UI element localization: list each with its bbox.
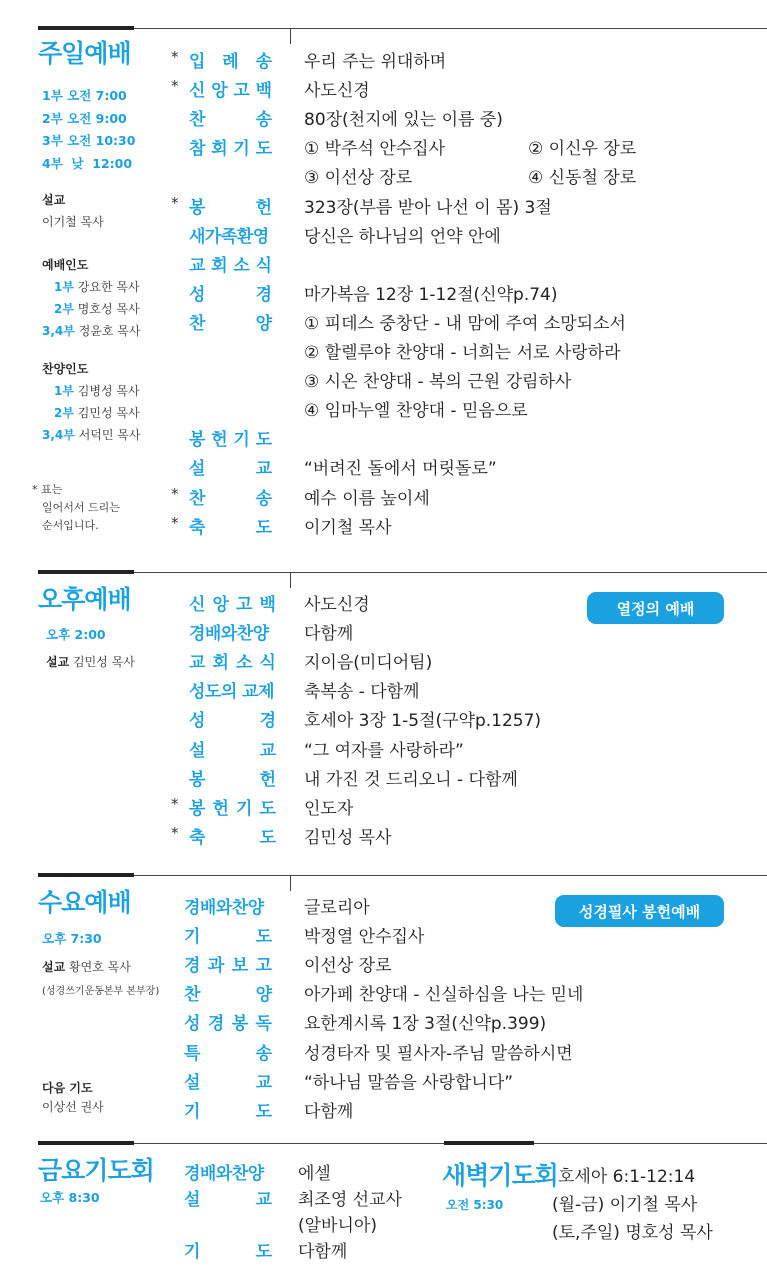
sunday-value: ④ 임마누엘 찬양대 - 믿음으로 [304, 401, 528, 422]
afternoon-value: 호세아 3장 1-5절(구약p.1257) [304, 711, 542, 732]
afternoon-label: 신 앙 고 백 [189, 595, 276, 615]
sunday-value: 사도신경 [304, 81, 370, 102]
sunday-star-mark: * [171, 193, 179, 212]
sunday-star-mark: * [171, 484, 179, 503]
wednesday-title: 수요예배 [38, 888, 131, 917]
wednesday-label: 기 도 [184, 1101, 272, 1122]
wednesday-value: 이선상 장로 [304, 956, 392, 977]
wednesday-next-heading: 다음 기도 [42, 1081, 93, 1095]
sunday-star-mark: * [171, 513, 179, 532]
sunday-value: ③ 시온 찬양대 - 복의 근원 강림하사 [304, 372, 572, 393]
wednesday-label: 설 교 [184, 1072, 272, 1093]
sunday-value: “버려진 돌에서 머릿돌로” [304, 459, 497, 480]
afternoon-value: 다함께 [304, 624, 354, 645]
sunday-praise-2: 2부 김민성 목사 [54, 406, 140, 420]
section-rule [134, 572, 767, 573]
sunday-label: 찬 송 [189, 110, 272, 131]
section-rule-thick [38, 26, 134, 30]
sunday-value: 323장(부름 받아 나선 이 몸) 3절 [304, 197, 552, 218]
wednesday-value: 성경타자 및 필사자-주님 말씀하시면 [304, 1043, 573, 1064]
wednesday-value: 다함께 [304, 1101, 354, 1122]
wednesday-sermon: 설교 황연호 목사 [42, 960, 131, 974]
sunday-leaders-heading: 예배인도 [42, 258, 89, 272]
sunday-time-3: 3부 오전 10:30 [42, 133, 136, 148]
wednesday-value: 박정열 안수집사 [304, 927, 425, 948]
wednesday-value: 아가페 찬양대 - 신실하심을 나는 믿네 [304, 985, 584, 1006]
column-tick [290, 875, 291, 891]
wednesday-label: 경 과 보 고 [184, 956, 272, 977]
sunday-note-1: * 표는 [32, 483, 63, 496]
sunday-note-2: 일어서서 드리는 [42, 501, 120, 514]
wednesday-time: 오후 7:30 [42, 931, 102, 946]
sunday-value-secondary: ④ 신동철 장로 [528, 168, 637, 189]
friday-title: 금요기도회 [38, 1156, 154, 1185]
wednesday-label: 특 송 [184, 1043, 272, 1064]
dawn-title: 새벽기도회 [442, 1161, 558, 1190]
sunday-label: 찬 송 [189, 488, 272, 509]
sunday-value: ① 박주석 안수집사 [304, 139, 446, 160]
sunday-leader-2: 2부 명호성 목사 [54, 302, 140, 316]
afternoon-value: “그 여자를 사랑하라” [304, 740, 464, 761]
sunday-title: 주일예배 [38, 39, 131, 68]
sunday-value: 우리 주는 위대하며 [304, 52, 447, 72]
sunday-label: 교 회 소 식 [189, 255, 272, 276]
section-rule-thick [38, 1141, 134, 1145]
sunday-value: 이기철 목사 [304, 517, 392, 538]
afternoon-value: 내 가진 것 드리오니 - 다함께 [304, 769, 518, 790]
wednesday-value: 요한계시록 1장 3절(신약p.399) [304, 1014, 547, 1035]
sunday-label: 성 경 [189, 284, 272, 305]
sunday-value: 예수 이름 높이세 [304, 488, 430, 509]
friday-value-3: (알바니아) [298, 1216, 377, 1236]
afternoon-time: 오후 2:00 [46, 627, 106, 642]
sunday-star-mark: * [171, 48, 179, 66]
sunday-leader-1: 1부 강요한 목사 [54, 280, 140, 294]
sunday-praise-heading: 찬양인도 [42, 362, 89, 376]
sunday-label: 참 회 기 도 [189, 139, 272, 160]
afternoon-label: 교 회 소 식 [189, 653, 276, 674]
wednesday-label: 성 경 봉 독 [184, 1014, 272, 1035]
section-rule [134, 1143, 444, 1144]
sunday-time-1: 1부 오전 7:00 [42, 88, 127, 103]
afternoon-star-mark: * [171, 794, 179, 813]
section-rule-thick [38, 873, 134, 877]
sunday-value: ③ 이선상 장로 [304, 168, 413, 189]
afternoon-value: 축복송 - 다함께 [304, 682, 420, 703]
afternoon-label: 경배와찬양 [189, 624, 269, 645]
wednesday-label: 찬 양 [184, 985, 272, 1006]
friday-label-1: 경배와찬양 [184, 1164, 264, 1184]
afternoon-label: 축 도 [189, 827, 276, 848]
sunday-label: 설 교 [189, 459, 272, 480]
sunday-value: 당신은 하나님의 언약 안에 [304, 226, 501, 247]
afternoon-label: 봉 헌 기 도 [189, 798, 276, 819]
dawn-line-1: 호세아 6:1-12:14 [558, 1167, 696, 1187]
friday-label-4: 기 도 [184, 1242, 272, 1262]
sunday-value: ② 할렐루야 찬양대 - 너희는 서로 사랑하라 [304, 343, 621, 363]
sunday-leader-3: 3,4부 정윤호 목사 [42, 324, 141, 338]
section-rule [134, 28, 767, 29]
afternoon-value: 지이음(미디어팀) [304, 653, 433, 674]
afternoon-star-mark: * [171, 823, 179, 842]
afternoon-label: 성도의 교제 [189, 682, 275, 703]
afternoon-title: 오후예배 [38, 585, 131, 614]
afternoon-value: 사도신경 [304, 595, 370, 615]
sunday-time-2: 2부 오전 9:00 [42, 111, 127, 126]
sunday-praise-1: 1부 김병성 목사 [54, 384, 140, 398]
sunday-label: 신 앙 고 백 [189, 81, 272, 102]
sunday-value: 마가복음 12장 1-12절(신약p.74) [304, 284, 558, 305]
wednesday-badge: 성경필사 봉헌예배 [555, 895, 724, 927]
friday-value-1: 에셀 [298, 1164, 331, 1184]
sunday-sermon-heading: 설교 [42, 193, 66, 207]
afternoon-label: 봉 헌 [189, 769, 276, 790]
section-rule-thick [38, 570, 134, 574]
dawn-time: 오전 5:30 [446, 1198, 504, 1212]
sunday-star-mark: * [171, 77, 179, 96]
afternoon-label: 성 경 [189, 711, 276, 732]
section-rule [534, 1143, 767, 1144]
wednesday-next-name: 이상선 권사 [42, 1100, 104, 1114]
friday-time: 오후 8:30 [40, 1190, 100, 1205]
sunday-label: 봉 헌 [189, 197, 272, 218]
column-tick [290, 572, 291, 588]
sunday-value: 80장(천지에 있는 이름 중) [304, 110, 503, 131]
sunday-value-secondary: ② 이신우 장로 [528, 139, 637, 160]
friday-value-2: 최조영 선교사 [298, 1190, 402, 1210]
column-tick [290, 28, 291, 44]
wednesday-value: “하나님 말씀을 사랑합니다” [304, 1072, 514, 1093]
sunday-label: 새가족환영 [189, 226, 269, 247]
sunday-label: 축 도 [189, 517, 272, 538]
dawn-line-3: (토,주일) 명호성 목사 [552, 1223, 713, 1243]
friday-value-4: 다함께 [298, 1242, 348, 1262]
section-rule-thick [444, 1141, 534, 1145]
section-rule [134, 875, 767, 876]
afternoon-label: 설 교 [189, 740, 276, 761]
afternoon-sermon: 설교 김민성 목사 [46, 655, 135, 669]
dawn-line-2: (월-금) 이기철 목사 [552, 1195, 698, 1215]
wednesday-label: 경배와찬양 [184, 898, 264, 918]
sunday-praise-3: 3,4부 서덕민 목사 [42, 428, 141, 442]
sunday-time-4: 4부 낮 12:00 [42, 156, 133, 171]
wednesday-value: 글로리아 [304, 898, 370, 918]
wednesday-label: 기 도 [184, 927, 272, 948]
sunday-value: ① 피데스 중창단 - 내 맘에 주여 소망되소서 [304, 313, 626, 334]
friday-label-2: 설 교 [184, 1190, 272, 1210]
wednesday-sermon-sub: (성경쓰기운동본부 본부장) [42, 986, 160, 997]
sunday-label: 입 례 송 [189, 52, 272, 72]
sunday-note-3: 순서입니다. [42, 519, 99, 532]
sunday-label: 찬 양 [189, 313, 272, 334]
afternoon-value: 인도자 [304, 798, 354, 819]
sunday-label: 봉 헌 기 도 [189, 430, 272, 451]
afternoon-badge: 열정의 예배 [587, 592, 724, 624]
afternoon-value: 김민성 목사 [304, 827, 392, 848]
sunday-sermon-name: 이기철 목사 [42, 215, 104, 229]
